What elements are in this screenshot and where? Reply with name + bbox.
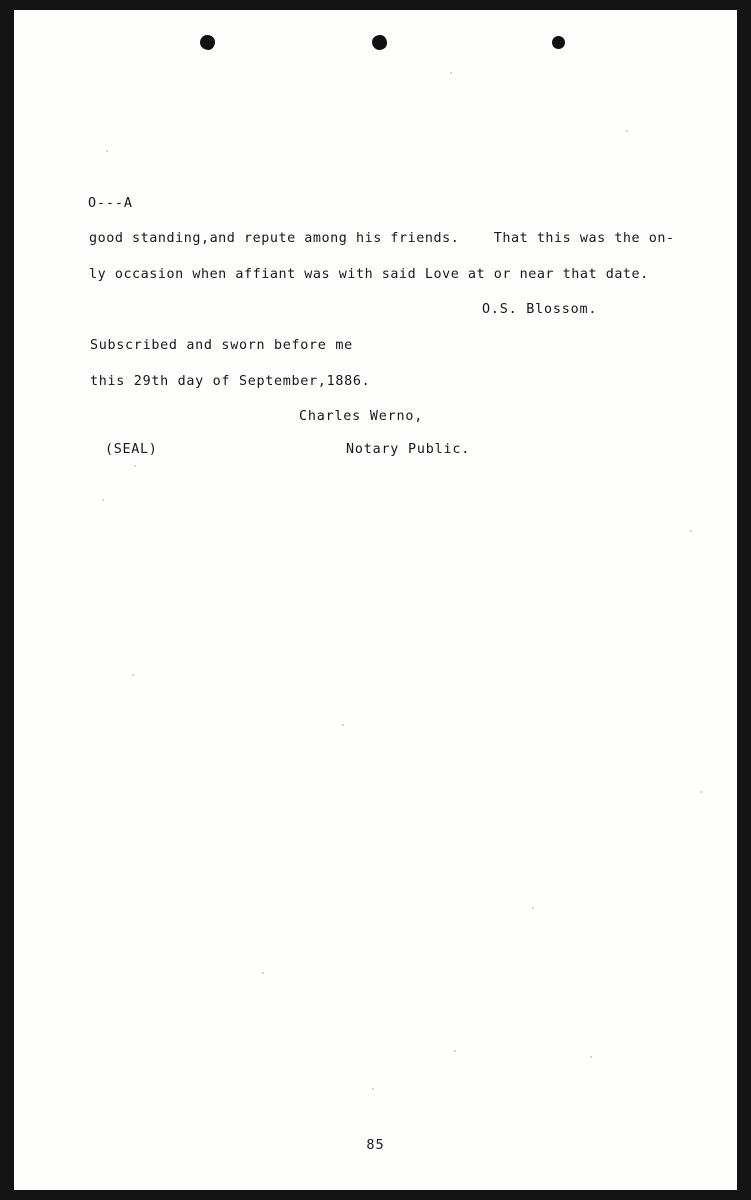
stamp-code: O---A (88, 196, 133, 211)
jurat-line: this 29th day of September,1886. (90, 374, 371, 389)
jurat-line: Subscribed and sworn before me (90, 338, 353, 353)
scan-speck (454, 1050, 456, 1052)
notary-name: Charles Werno, (299, 409, 424, 424)
scan-speck (590, 1056, 592, 1058)
punch-hole-icon (372, 35, 387, 50)
document-page (14, 10, 737, 1190)
scan-speck (262, 972, 264, 974)
scan-speck (532, 907, 534, 909)
notary-title: Notary Public. (346, 442, 471, 457)
body-line: good standing,and repute among his friends. That this was the on- (89, 231, 675, 246)
scan-speck (626, 130, 628, 132)
scan-speck (134, 465, 136, 467)
scan-speck (450, 72, 452, 74)
scan-speck (700, 791, 702, 793)
seal-mark: (SEAL) (105, 442, 158, 457)
scan-speck (132, 674, 134, 676)
affiant-signature: O.S. Blossom. (482, 302, 598, 317)
body-line: ly occasion when affiant was with said Love at or near that date. (89, 267, 649, 282)
page-number: 85 (366, 1137, 385, 1153)
scan-speck (372, 1088, 374, 1090)
punch-hole-icon (552, 36, 565, 49)
scan-speck (342, 724, 344, 726)
scan-speck (106, 150, 108, 152)
scan-speck (102, 499, 104, 501)
punch-hole-icon (200, 35, 215, 50)
scan-speck (690, 530, 692, 532)
